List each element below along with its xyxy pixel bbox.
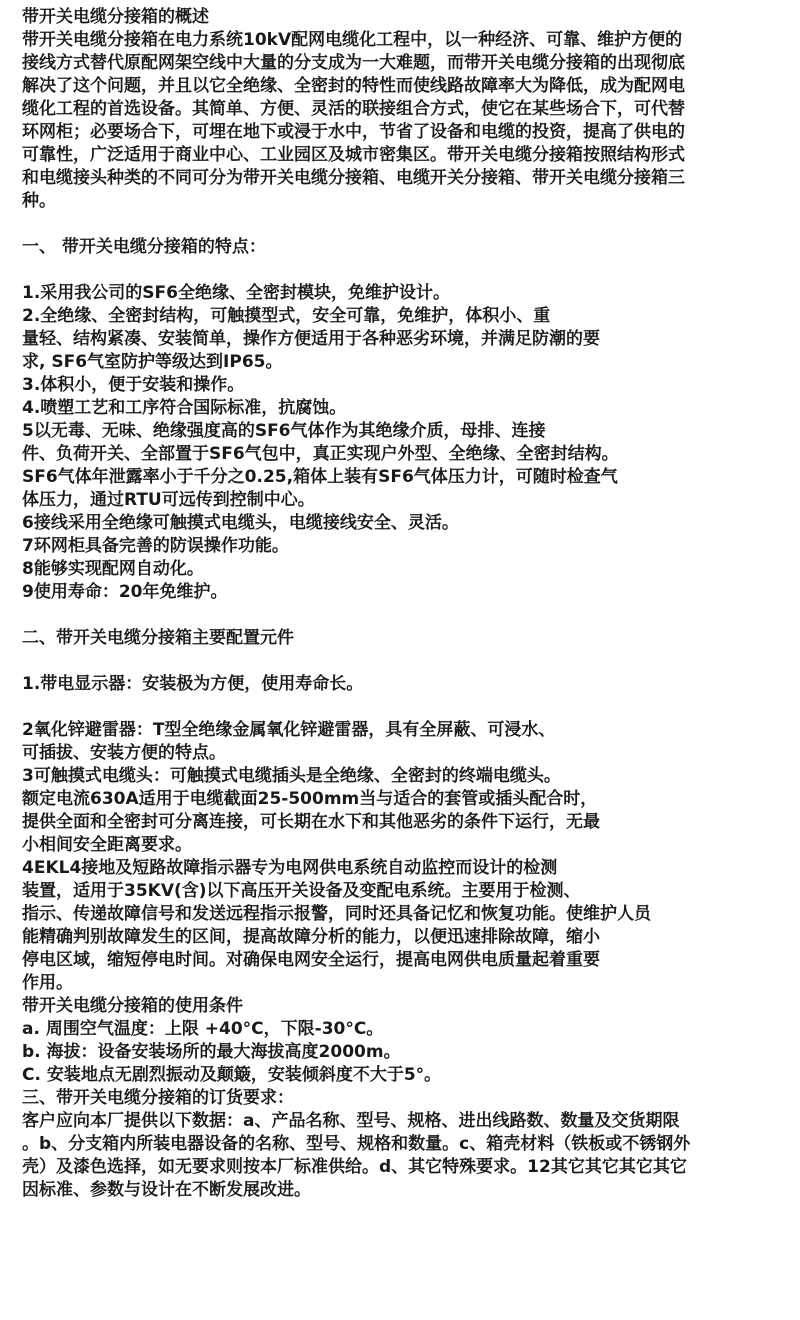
list-item: 1.采用我公司的SF6全绝缘、全密封模块，免维护设计。 [22,283,450,303]
text-line: 指示、传递故障信号和发送远程指示报警，同时还具备记忆和恢复功能。使维护人员 [22,904,651,924]
text-line: 提供全面和全密封可分离连接，可长期在水下和其他恶劣的条件下运行，无最 [22,812,600,832]
blank-line [22,213,782,236]
list-item: 4EKL4接地及短路故障指示器专为电网供电系统自动监控而设计的检测 [22,858,558,878]
list-item: 4.喷塑工艺和工序符合国际标准，抗腐蚀。 [22,398,347,418]
text-line: 环网柜；必要场合下，可埋在地下或浸于水中，节省了设备和电缆的投资，提高了供电的 [22,122,685,142]
text-line: 壳）及漆色选择，如无要求则按本厂标准供给。d、其它特殊要求。12其它其它其它其它 [22,1157,687,1177]
doc-title: 带开关电缆分接箱的概述 [22,7,209,27]
section-heading: 带开关电缆分接箱的使用条件 [22,996,243,1016]
text-line: 小相间安全距离要求。 [22,835,192,855]
text-line: 件、负荷开关、全部置于SF6气包中，真正实现户外型、全绝缘、全密封结构。 [22,444,619,464]
text-line: 可插拔、安装方便的特点。 [22,743,226,763]
text-line: 种。 [22,191,56,211]
blank-line [22,604,782,627]
text-line: 解决了这个问题，并且以它全绝缘、全密封的特性而使线路故障率大为降低，成为配网电 [22,76,685,96]
list-item: 7环网柜具备完善的防误操作功能。 [22,536,289,556]
text-line: 。b、分支箱内所装电器设备的名称、型号、规格和数量。c、箱壳材料（铁板或不锈钢外 [22,1134,691,1154]
text-line: 客户应向本厂提供以下数据：a、产品名称、型号、规格、进出线路数、数量及交货期限 [22,1111,680,1131]
text-line: 和电缆接头种类的不同可分为带开关电缆分接箱、电缆开关分接箱、带开关电缆分接箱三 [22,168,685,188]
text-line: 装置，适用于35KV(含)以下高压开关设备及变配电系统。主要用于检测、 [22,881,581,901]
text-line: 能精确判别故障发生的区间，提高故障分析的能力，以便迅速排除故障，缩小 [22,927,600,947]
document-body [22,6,782,1202]
list-item: 3.体积小，便于安装和操作。 [22,375,245,395]
text-line: 可靠性，广泛适用于商业中心、工业园区及城市密集区。带开关电缆分接箱按照结构形式 [22,145,685,165]
text-line: 量轻、结构紧凑、安装简单，操作方便适用于各种恶劣环境，并满足防潮的要 [22,329,600,349]
text-line: 体压力，通过RTU可远传到控制中心。 [22,490,315,510]
text-line: 接线方式替代原配网架空线中大量的分支成为一大难题，而带开关电缆分接箱的出现彻底 [22,53,685,73]
list-item: 2氧化锌避雷器：T型全绝缘金属氧化锌避雷器，具有全屏蔽、可浸水、 [22,720,556,740]
list-item: 1.带电显示器：安装极为方便，使用寿命长。 [22,674,364,694]
section-heading: 三、带开关电缆分接箱的订货要求： [22,1088,294,1108]
text-line: 求, SF6气室防护等级达到IP65。 [22,352,283,372]
text-line: 作用。 [22,973,73,993]
blank-line [22,696,782,719]
text-line: 缆化工程的首选设备。其简单、方便、灵活的联接组合方式，使它在某些场合下，可代替 [22,99,685,119]
text-line: 带开关电缆分接箱在电力系统10kV配网电缆化工程中，以一种经济、可靠、维护方便的 [22,30,683,50]
list-item: 8能够实现配网自动化。 [22,559,204,579]
text-line: 额定电流630A适用于电缆截面25-500mm当与适合的套管或插头配合时， [22,789,598,809]
list-item: 9使用寿命：20年免维护。 [22,582,228,602]
list-item: 3可触摸式电缆头：可触摸式电缆插头是全绝缘、全密封的终端电缆头。 [22,766,561,786]
list-item: 5以无毒、无味、绝缘强度高的SF6气体作为其绝缘介质，母排、连接 [22,421,546,441]
section-heading: 一、 带开关电缆分接箱的特点： [22,237,266,257]
list-item: b. 海拔：设备安装场所的最大海拔高度2000m。 [22,1042,401,1062]
text-line: 因标准、参数与设计在不断发展改进。 [22,1180,311,1200]
list-item: C. 安装地点无剧烈振动及颠簸，安装倾斜度不大于5°。 [22,1065,442,1085]
list-item: a. 周围空气温度：上限 +40°C，下限-30°C。 [22,1019,384,1039]
list-item: 6接线采用全绝缘可触摸式电缆头，电缆接线安全、灵活。 [22,513,459,533]
section-heading: 二、带开关电缆分接箱主要配置元件 [22,628,294,648]
text-line: SF6气体年泄露率小于千分之0.25,箱体上装有SF6气体压力计，可随时检查气 [22,467,618,487]
blank-line [22,650,782,673]
blank-line [22,259,782,282]
text-line: 停电区域，缩短停电时间。对确保电网安全运行，提高电网供电质量起着重要 [22,950,600,970]
list-item: 2.全绝缘、全密封结构，可触摸型式，安全可靠，免维护，体积小、重 [22,306,551,326]
